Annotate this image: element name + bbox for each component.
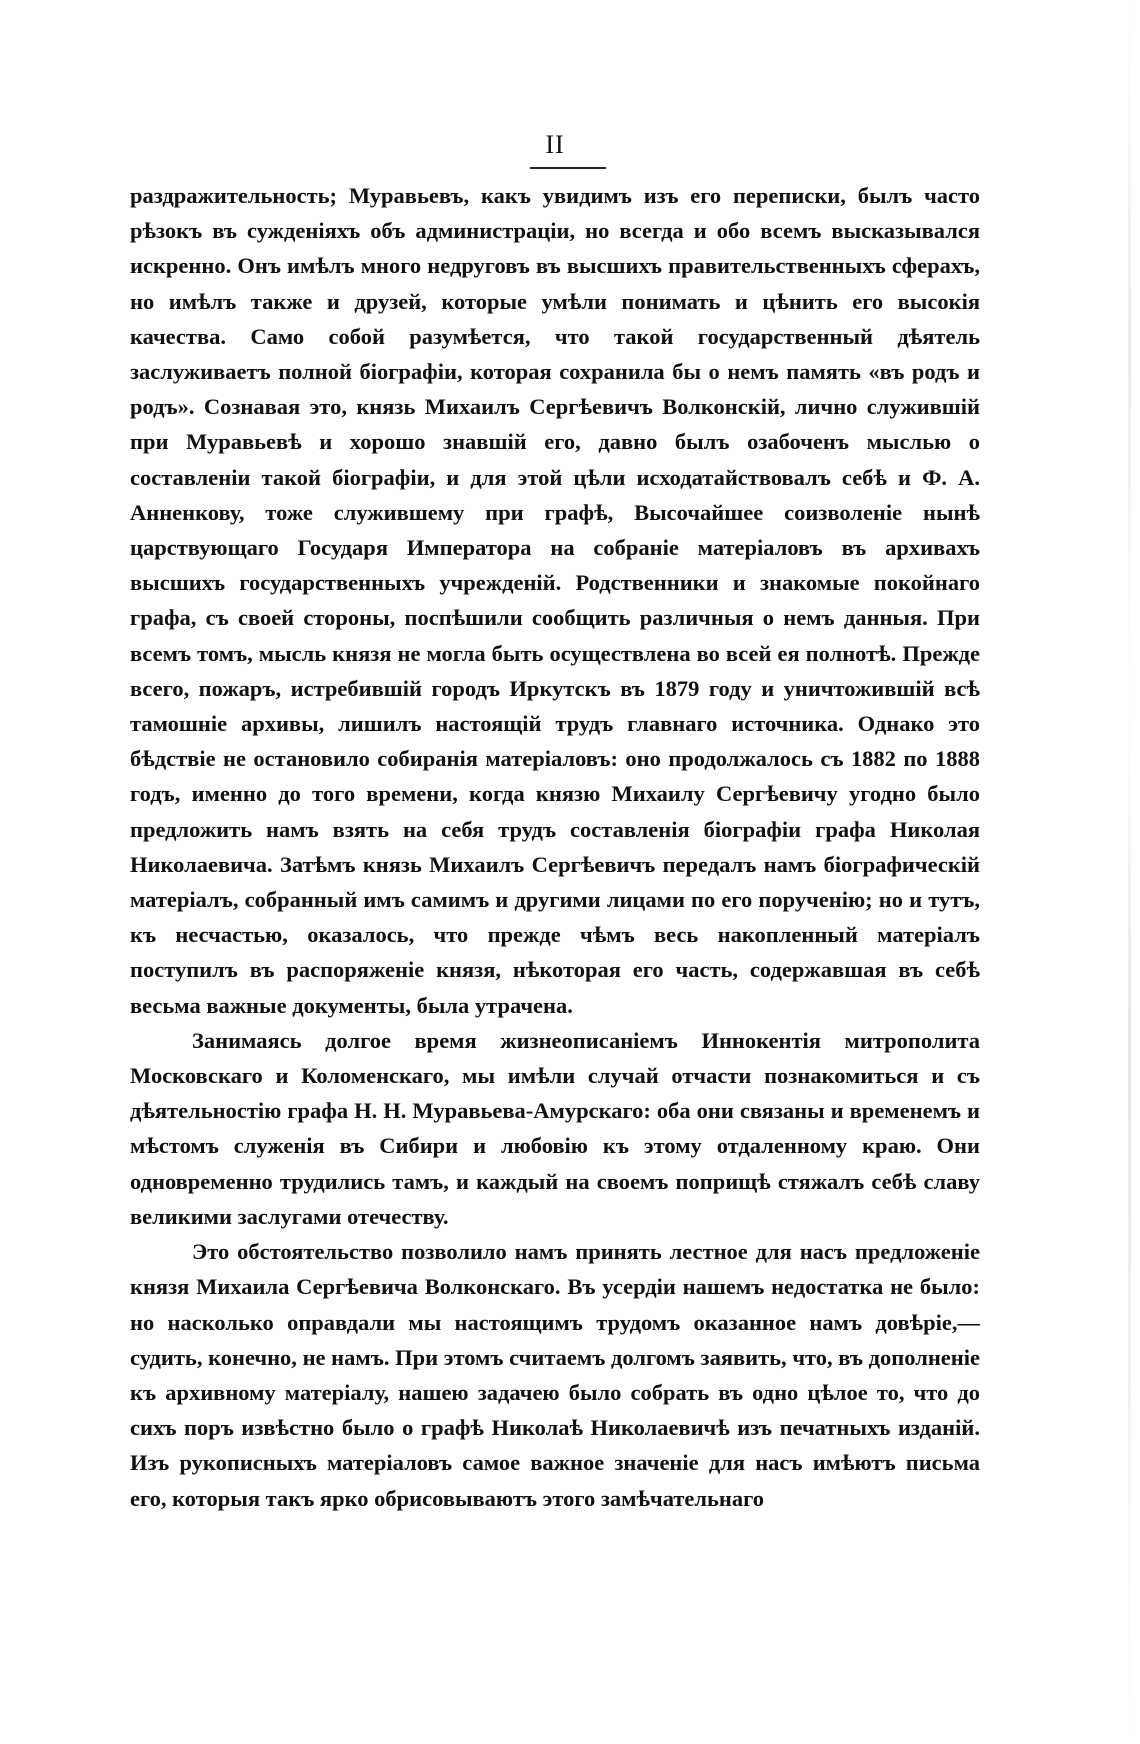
page-number: II <box>545 130 565 159</box>
paragraph-1: раздражительность; Муравьевъ, какъ увидимъ изъ его переписки, былъ часто рѣзокъ въ сужденіяхъ объ администраціи, но всегда и обо всемъ высказывался искренно. Онъ имѣлъ много недруговъ въ высшихъ правительственныхъ сферахъ, но имѣлъ также и друзей, которые умѣли понимать и цѣнить его высокія качества. Само собой разумѣется, что такой государственный дѣятель заслуживаетъ полной біографіи, которая сохранила бы о немъ память «въ родъ и родъ». Сознавая это, князь Михаилъ Сергѣевичъ Волконскій, лично служившій при Муравьевѣ и хорошо знавшій его, давно былъ озабоченъ мыслью о составленіи такой біографіи, и для этой цѣли исходатайствовалъ себѣ и Ф. А. Анненкову, тоже служившему при графѣ, Высочайшее соизволеніе нынѣ царствующаго Государя Императора на собраніе матеріаловъ въ архивахъ высшихъ государственныхъ учрежденій. Родственники и знакомые покойнаго графа, съ своей стороны, поспѣшили сообщить различныя о немъ данныя. При всемъ томъ, мысль князя не могла быть осуществлена во всей ея полнотѣ. Прежде всего, пожаръ, истребившій городъ Иркутскъ въ 1879 году и уничтожившій всѣ тамошніе архивы, лишилъ настоящій трудъ главнаго источника. Однако это бѣдствіе не остановило собиранія матеріаловъ: оно продолжалось съ 1882 по 1888 годъ, именно до того времени, когда князю Михаилу Сергѣевичу угодно было предложить намъ взять на себя трудъ составленія біографіи графа Николая Николаевича. Затѣмъ князь Михаилъ Сергѣевичъ передалъ намъ біографическій матеріалъ, собранный имъ самимъ и другими лицами по его порученію; но и тутъ, къ несчастью, оказалось, что прежде чѣмъ весь накопленный матеріалъ поступилъ въ распоряженіе князя, нѣкоторая его часть, содержавшая въ себѣ весьма важные документы, была утрачена. <box>130 183 980 1018</box>
body-text <box>130 178 980 1516</box>
page-edge-shadow <box>1128 0 1131 1744</box>
page-number-rule <box>530 167 606 169</box>
paragraph-3: Это обстоятельство позволило намъ принять лестное для насъ предложеніе князя Михаила Сергѣевича Волконскаго. Въ усердіи нашемъ недостатка не было: но насколько оправдали мы настоящимъ трудомъ оказанное намъ довѣріе,—судить, конечно, не намъ. При этомъ считаемъ долгомъ заявить, что, въ дополненіе къ архивному матеріалу, нашею задачею было собрать въ одно цѣлое то, что до сихъ поръ извѣстно было о графѣ Николаѣ Николаевичѣ изъ печатныхъ изданій. Изъ рукописныхъ матеріаловъ самое важное значеніе для насъ имѣютъ письма его, которыя такъ ярко обрисовываютъ этого замѣчательнаго <box>130 1239 980 1511</box>
paragraph-2: Занимаясь долгое время жизнеописаніемъ Иннокентія митрополита Московскаго и Коломенскаго, мы имѣли случай отчасти познакомиться и съ дѣятельностію графа Н. Н. Муравьева-Амурскаго: оба они связаны и временемъ и мѣстомъ служенія въ Сибири и любовію къ этому отдаленному краю. Они одновременно трудились тамъ, и каждый на своемъ поприщѣ стяжалъ себѣ славу великими заслугами отечеству. <box>130 1027 980 1229</box>
